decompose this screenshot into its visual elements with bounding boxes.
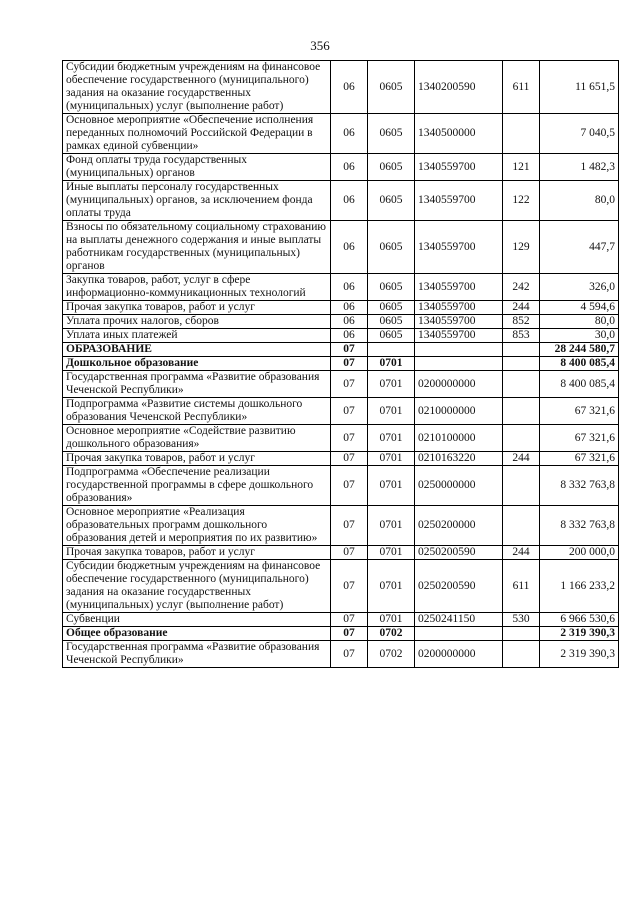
cell-section-code: 06 (331, 154, 368, 181)
cell-target-article-code (415, 343, 503, 357)
cell-expense-type-code (503, 398, 540, 425)
cell-name: Прочая закупка товаров, работ и услуг (63, 546, 331, 560)
cell-target-article-code: 0250200000 (415, 506, 503, 546)
cell-subsection-code: 0605 (368, 301, 415, 315)
cell-name: Прочая закупка товаров, работ и услуг (63, 452, 331, 466)
cell-amount: 200 000,0 (540, 546, 619, 560)
cell-subsection-code: 0605 (368, 114, 415, 154)
cell-target-article-code: 0200000000 (415, 641, 503, 668)
cell-subsection-code: 0701 (368, 398, 415, 425)
cell-name: Государственная программа «Развитие образования Чеченской Республики» (63, 641, 331, 668)
cell-name: Уплата иных платежей (63, 329, 331, 343)
cell-section-code: 06 (331, 221, 368, 274)
cell-section-code: 06 (331, 61, 368, 114)
cell-name: Фонд оплаты труда государственных (муниципальных) органов (63, 154, 331, 181)
cell-section-code: 07 (331, 627, 368, 641)
cell-expense-type-code (503, 371, 540, 398)
cell-subsection-code: 0701 (368, 466, 415, 506)
cell-name: Подпрограмма «Развитие системы дошкольного образования Чеченской Республики» (63, 398, 331, 425)
cell-expense-type-code: 244 (503, 452, 540, 466)
cell-expense-type-code: 530 (503, 613, 540, 627)
cell-subsection-code: 0702 (368, 641, 415, 668)
cell-target-article-code (415, 357, 503, 371)
cell-target-article-code: 0250200590 (415, 546, 503, 560)
cell-target-article-code (415, 627, 503, 641)
cell-subsection-code: 0605 (368, 61, 415, 114)
cell-target-article-code: 1340559700 (415, 181, 503, 221)
table-row (63, 114, 619, 154)
table-row (63, 452, 619, 466)
table-row (63, 301, 619, 315)
cell-amount: 1 166 233,2 (540, 560, 619, 613)
cell-target-article-code: 1340559700 (415, 221, 503, 274)
cell-name: Взносы по обязательному социальному страхованию на выплаты денежного содержания и иные выплаты работникам государственных (муниципальных) органов (63, 221, 331, 274)
cell-subsection-code: 0701 (368, 546, 415, 560)
table-row (63, 641, 619, 668)
cell-expense-type-code: 244 (503, 546, 540, 560)
cell-target-article-code: 1340559700 (415, 154, 503, 181)
cell-section-code: 06 (331, 181, 368, 221)
cell-name: Основное мероприятие «Обеспечение исполнения переданных полномочий Российской Федерации в рамках единой субвенции» (63, 114, 331, 154)
table-row (63, 398, 619, 425)
cell-name: Прочая закупка товаров, работ и услуг (63, 301, 331, 315)
table-row (63, 61, 619, 114)
table-row (63, 315, 619, 329)
page-number: 356 (310, 38, 330, 53)
cell-amount: 447,7 (540, 221, 619, 274)
cell-target-article-code: 0210163220 (415, 452, 503, 466)
cell-subsection-code (368, 343, 415, 357)
cell-expense-type-code: 242 (503, 274, 540, 301)
cell-subsection-code: 0701 (368, 371, 415, 398)
cell-section-code: 07 (331, 452, 368, 466)
cell-subsection-code: 0605 (368, 154, 415, 181)
cell-amount: 28 244 580,7 (540, 343, 619, 357)
table-row (63, 357, 619, 371)
cell-target-article-code: 1340500000 (415, 114, 503, 154)
table-row (63, 425, 619, 452)
cell-subsection-code: 0605 (368, 274, 415, 301)
cell-amount: 326,0 (540, 274, 619, 301)
table-row (63, 329, 619, 343)
cell-subsection-code: 0701 (368, 613, 415, 627)
cell-expense-type-code (503, 114, 540, 154)
cell-expense-type-code: 611 (503, 560, 540, 613)
cell-section-code: 06 (331, 329, 368, 343)
cell-expense-type-code: 129 (503, 221, 540, 274)
cell-amount: 80,0 (540, 181, 619, 221)
cell-section-code: 07 (331, 343, 368, 357)
cell-target-article-code: 1340200590 (415, 61, 503, 114)
budget-table-body (63, 61, 619, 668)
cell-name: Субвенции (63, 613, 331, 627)
cell-subsection-code: 0605 (368, 181, 415, 221)
cell-amount: 30,0 (540, 329, 619, 343)
cell-subsection-code: 0701 (368, 560, 415, 613)
cell-amount: 67 321,6 (540, 452, 619, 466)
table-row (63, 560, 619, 613)
table-row (63, 181, 619, 221)
cell-amount: 7 040,5 (540, 114, 619, 154)
cell-name: Государственная программа «Развитие образования Чеченской Республики» (63, 371, 331, 398)
cell-section-code: 07 (331, 641, 368, 668)
cell-subsection-code: 0701 (368, 425, 415, 452)
cell-section-code: 06 (331, 114, 368, 154)
cell-amount: 8 332 763,8 (540, 466, 619, 506)
cell-amount: 11 651,5 (540, 61, 619, 114)
cell-section-code: 07 (331, 398, 368, 425)
cell-amount: 8 332 763,8 (540, 506, 619, 546)
cell-target-article-code: 1340559700 (415, 274, 503, 301)
cell-target-article-code: 0200000000 (415, 371, 503, 398)
table-row (63, 613, 619, 627)
table-row (63, 506, 619, 546)
cell-expense-type-code: 122 (503, 181, 540, 221)
cell-name: Основное мероприятие «Содействие развитию дошкольного образования» (63, 425, 331, 452)
cell-name: Закупка товаров, работ, услуг в сфере информационно-коммуникационных технологий (63, 274, 331, 301)
table-row (63, 154, 619, 181)
cell-subsection-code: 0701 (368, 357, 415, 371)
cell-name: ОБРАЗОВАНИЕ (63, 343, 331, 357)
cell-target-article-code: 1340559700 (415, 301, 503, 315)
cell-section-code: 07 (331, 357, 368, 371)
cell-subsection-code: 0605 (368, 329, 415, 343)
cell-expense-type-code (503, 343, 540, 357)
table-row (63, 221, 619, 274)
cell-name: Иные выплаты персоналу государственных (муниципальных) органов, за исключением фонда оплаты труда (63, 181, 331, 221)
cell-name: Субсидии бюджетным учреждениям на финансовое обеспечение государственного (муниципального) задания на оказание государственных (муниципальных) услуг (выполнение работ) (63, 61, 331, 114)
cell-expense-type-code: 852 (503, 315, 540, 329)
cell-subsection-code: 0605 (368, 315, 415, 329)
cell-amount: 1 482,3 (540, 154, 619, 181)
cell-expense-type-code: 121 (503, 154, 540, 181)
cell-section-code: 07 (331, 613, 368, 627)
cell-section-code: 07 (331, 546, 368, 560)
cell-subsection-code: 0701 (368, 506, 415, 546)
cell-amount: 6 966 530,6 (540, 613, 619, 627)
cell-name: Общее образование (63, 627, 331, 641)
cell-amount: 2 319 390,3 (540, 627, 619, 641)
cell-section-code: 07 (331, 425, 368, 452)
cell-expense-type-code (503, 627, 540, 641)
cell-expense-type-code: 611 (503, 61, 540, 114)
table-row (63, 343, 619, 357)
cell-target-article-code: 0250200590 (415, 560, 503, 613)
table-row (63, 627, 619, 641)
cell-target-article-code: 0210100000 (415, 425, 503, 452)
cell-expense-type-code (503, 425, 540, 452)
cell-amount: 80,0 (540, 315, 619, 329)
cell-name: Дошкольное образование (63, 357, 331, 371)
cell-amount: 67 321,6 (540, 398, 619, 425)
cell-expense-type-code (503, 506, 540, 546)
cell-section-code: 07 (331, 371, 368, 398)
table-row (63, 371, 619, 398)
table-row (63, 546, 619, 560)
cell-subsection-code: 0702 (368, 627, 415, 641)
cell-expense-type-code (503, 641, 540, 668)
cell-section-code: 06 (331, 315, 368, 329)
cell-name: Субсидии бюджетным учреждениям на финансовое обеспечение государственного (муниципального) задания на оказание государственных (муниципальных) услуг (выполнение работ) (63, 560, 331, 613)
cell-subsection-code: 0701 (368, 452, 415, 466)
cell-target-article-code: 0250000000 (415, 466, 503, 506)
cell-target-article-code: 1340559700 (415, 315, 503, 329)
cell-target-article-code: 1340559700 (415, 329, 503, 343)
table-row (63, 466, 619, 506)
cell-name: Основное мероприятие «Реализация образовательных программ дошкольного образования детей и мероприятия по их развитию» (63, 506, 331, 546)
cell-section-code: 07 (331, 506, 368, 546)
cell-amount: 8 400 085,4 (540, 357, 619, 371)
cell-subsection-code: 0605 (368, 221, 415, 274)
cell-amount: 2 319 390,3 (540, 641, 619, 668)
cell-expense-type-code (503, 466, 540, 506)
cell-target-article-code: 0250241150 (415, 613, 503, 627)
cell-name: Уплата прочих налогов, сборов (63, 315, 331, 329)
cell-target-article-code: 0210000000 (415, 398, 503, 425)
cell-expense-type-code: 853 (503, 329, 540, 343)
cell-expense-type-code (503, 357, 540, 371)
table-row (63, 274, 619, 301)
cell-amount: 4 594,6 (540, 301, 619, 315)
cell-expense-type-code: 244 (503, 301, 540, 315)
budget-table (62, 60, 619, 668)
cell-section-code: 06 (331, 274, 368, 301)
cell-section-code: 07 (331, 560, 368, 613)
cell-section-code: 06 (331, 301, 368, 315)
cell-section-code: 07 (331, 466, 368, 506)
cell-name: Подпрограмма «Обеспечение реализации государственной программы в сфере дошкольного образования» (63, 466, 331, 506)
cell-amount: 67 321,6 (540, 425, 619, 452)
cell-amount: 8 400 085,4 (540, 371, 619, 398)
